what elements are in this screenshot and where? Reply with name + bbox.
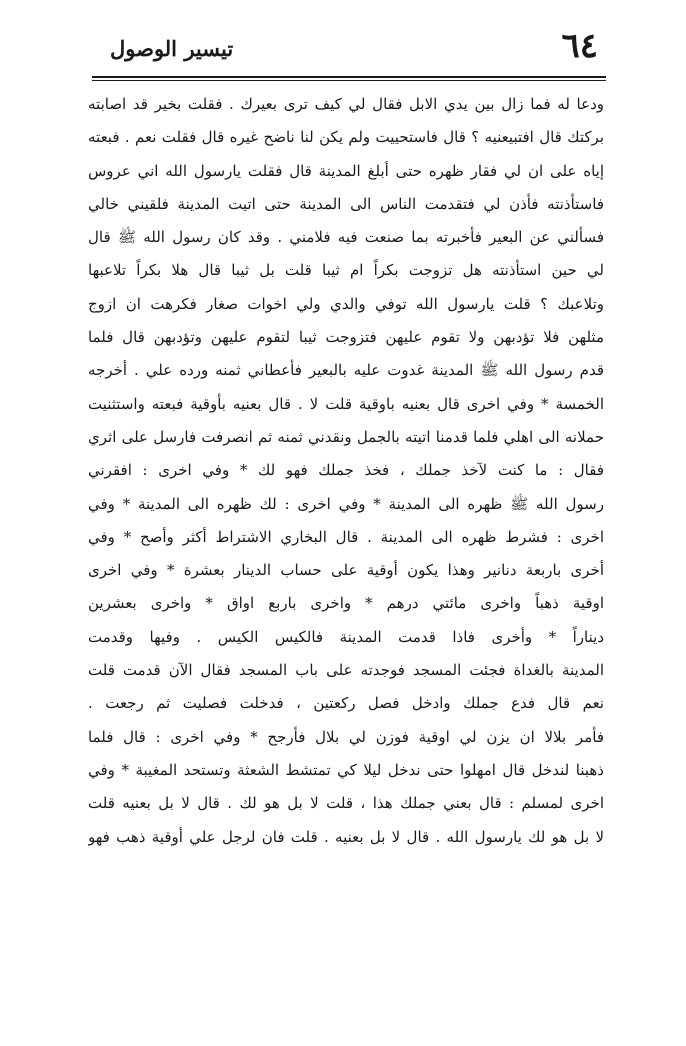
text-line: اوقية ذهباً واخرى مائتي درهم * واخرى باربع اواق * واخرى بعشرين [88,594,604,613]
text-line: وتلاعبك ؟ قلت يارسول الله توفي والدي ولي اخوات صغار فكرهت ان ازوج [88,294,604,313]
text-line: ودعا له فما زال بين يدي الابل فقال لي كيف ترى بعيرك . فقلت بخير قد اصابته [88,95,604,113]
header-rule-thick [92,76,606,78]
text-line: لا بل هو لك يارسول الله . قال لا بل بعنيه . قلت فان لرجل علي أوقية ذهب فهو [88,827,604,846]
text-line: مثلهن فلا تؤدبهن ولا تقوم عليهن فتزوجت ثيبا لتقوم عليهن وتؤدبهن قال فلما [88,328,604,347]
page-number: ٦٤ [561,26,598,66]
text-line: لي حين استأذنته هل تزوجت بكراً ام ثيبا قلت بل ثيبا قال هلا بكراً تلاعبها [88,261,604,280]
text-line: بركتك قال افتبيعنيه ؟ قال فاستحييت ولم يكن لنا ناضح غيره قال فقلت نعم . فبعته [88,128,604,147]
text-line: فسألني عن البعير فأخبرته بما صنعت فيه فلامني . وقد كان رسول الله ﷺ قال [88,228,604,247]
text-line: المدينة بالغداة فجئت المسجد فوجدته على باب المسجد فقال الآن قدمت قلت [88,661,604,680]
text-line: فأمر بلالا ان يزن لي اوقية فوزن لي بلال فأرجح * وفي اخرى : قال فلما [88,727,604,746]
text-line: إياه على ان لي فقار ظهره حتى أبلغ المدينة قال فقلت يارسول الله اني عروس [88,161,604,180]
text-line: الخمسة * وفي اخرى قال بعنيه باوقية قلت لا . قال بعنيه بأوقية فبعته واستثنيت [88,394,604,413]
text-line: رسول الله ﷺ ظهره الى المدينة * وفي اخرى : لك ظهره الى المدينة * وفي [88,494,604,513]
text-line: نعم قال فدع جملك وادخل فصل ركعتين ، فدخلت فصليت ثم رجعت . [88,694,604,713]
text-line: ذهبنا لندخل قال امهلوا حتى ندخل ليلا كي تمتشط الشعثة وتستحد المغيبة * وفي [88,760,604,779]
text-line: فقال : ما كنت لآخذ جملك ، فخذ جملك فهو لك * وفي اخرى : افقرني [88,461,604,480]
text-line: أخرى باربعة دنانير وهذا يكون أوقية على حساب الدينار بعشرة * وفي اخرى [88,561,604,580]
text-line: اخرى لمسلم : قال بعني جملك هذا ، قلت لا بل هو لك . قال لا بل بعنيه قلت [88,794,604,813]
text-line: حملانه الى اهلي فلما قدمنا اتيته بالجمل ونقدني ثمنه ثم انصرفت فارسل على اثري [88,427,604,446]
page-header [90,26,604,72]
text-line: ديناراً * وأخرى فاذا قدمت المدينة فالكيس الكيس . وفيها وقدمت [88,627,604,646]
running-title: تيسير الوصول [110,36,234,61]
text-line: فاستأذنته فأذن لي فتقدمت الناس الى المدينة حتى اتيت المدينة فلقيني خالي [88,194,604,213]
text-line: قدم رسول الله ﷺ المدينة غدوت عليه بالبعير فأعطاني ثمنه ورده علي . أخرجه [88,361,604,380]
header-rule-thin [92,80,606,81]
body-text [88,88,604,854]
text-line: اخرى : فشرط ظهره الى المدينة . قال البخاري الاشتراط أكثر وأصح * وفي [88,527,604,546]
